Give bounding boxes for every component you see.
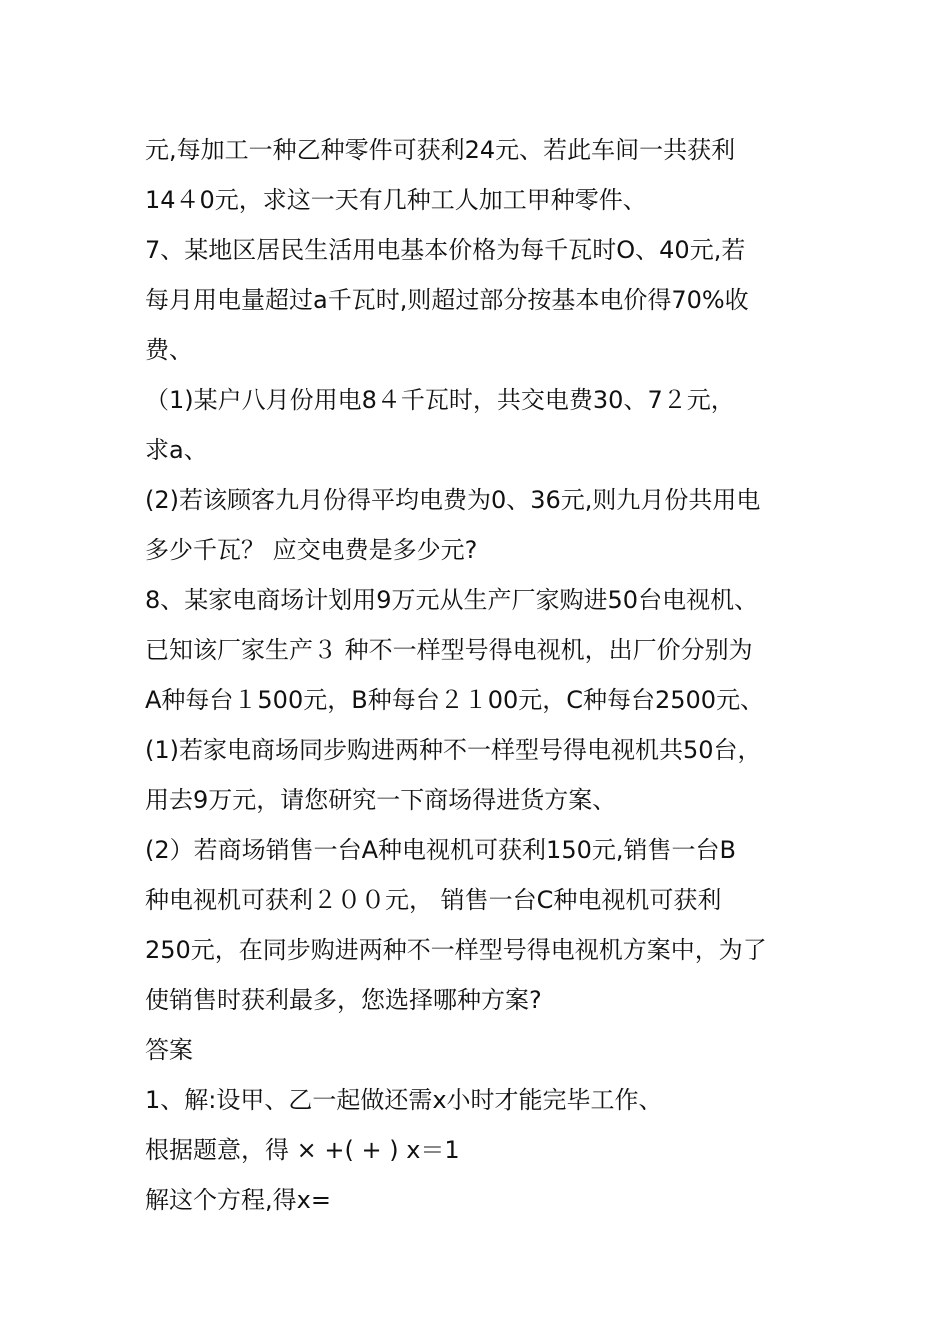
- text-line: 1、解:设甲、乙一起做还需x小时才能完毕工作、: [145, 1086, 663, 1114]
- text-line: (2)若该顾客九月份得平均电费为0、36元,则九月份共用电: [145, 486, 761, 514]
- section-heading: 答案: [145, 1036, 193, 1064]
- text-line: 每月用电量超过a千瓦时,则超过部分按基本电价得70%收: [145, 286, 749, 314]
- text-line: 种电视机可获利２００元， 销售一台C种电视机可获利: [145, 886, 722, 914]
- text-line: （1)某户八月份用电8４千瓦时，共交电费30、7２元，: [145, 386, 735, 414]
- text-line: 费、: [145, 336, 193, 364]
- text-line: 8、某家电商场计划用9万元从生产厂家购进50台电视机、: [145, 586, 759, 614]
- text-line: 14４0元，求这一天有几种工人加工甲种零件、: [145, 186, 647, 214]
- text-line: 7、某地区居民生活用电基本价格为每千瓦时O、40元,若: [145, 236, 746, 264]
- text-line: 250元，在同步购进两种不一样型号得电视机方案中，为了: [145, 936, 767, 964]
- text-line: 解这个方程,得x=: [145, 1186, 331, 1214]
- text-line: 元,每加工一种乙种零件可获利24元、若此车间一共获利: [145, 136, 736, 164]
- text-line: 用去9万元，请您研究一下商场得进货方案、: [145, 786, 617, 814]
- text-line: 求a、: [145, 436, 208, 464]
- text-line: A种每台１500元，B种每台２１00元，C种每台2500元、: [145, 686, 765, 714]
- text-line: (1)若家电商场同步购进两种不一样型号得电视机共50台，: [145, 736, 762, 764]
- text-line: 多少千瓦？ 应交电费是多少元?: [145, 536, 478, 564]
- text-line: 根据题意，得 × +( + ) x＝1: [145, 1136, 460, 1164]
- text-line: 使销售时获利最多，您选择哪种方案?: [145, 986, 542, 1014]
- text-line: (2）若商场销售一台A种电视机可获利150元,销售一台B: [145, 836, 736, 864]
- text-line: 已知该厂家生产３ 种不一样型号得电视机，出厂价分别为: [145, 636, 753, 664]
